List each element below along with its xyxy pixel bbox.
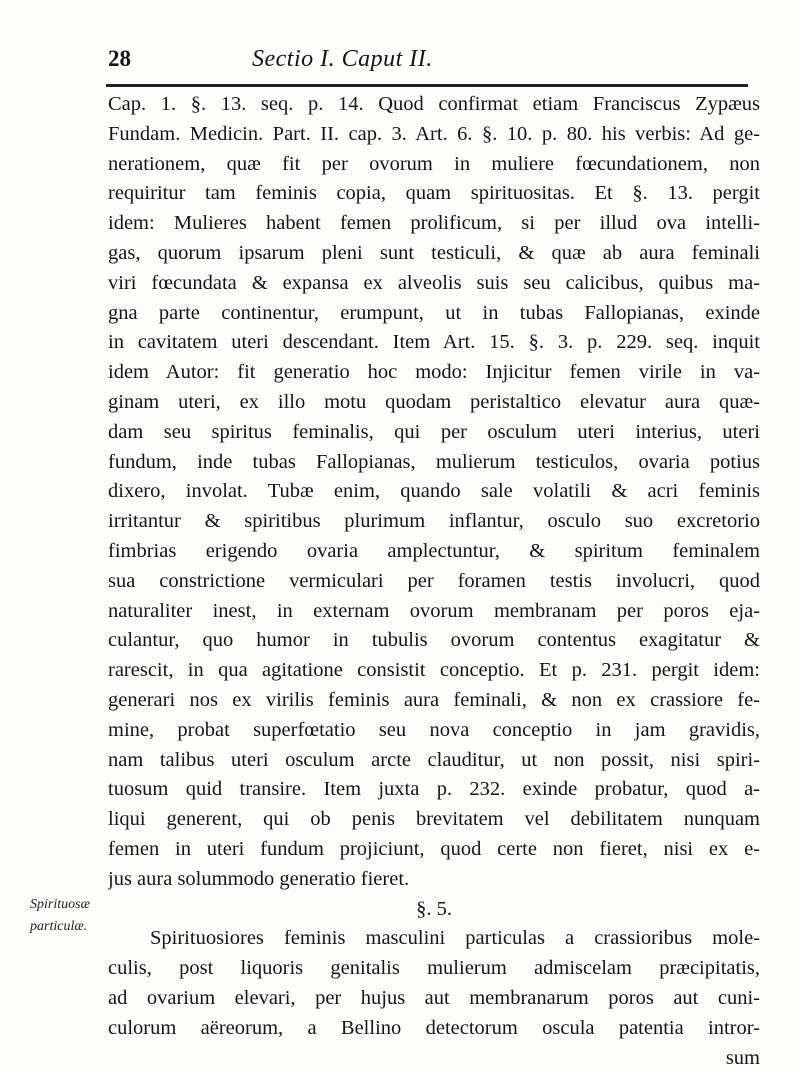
text-line: ginam uteri, ex illo motu quodam peristaltico elevatur aura quæ- [108,388,760,418]
margin-note-line: particulæ. [30,916,116,938]
text-line: nerationem, quæ fit per ovorum in muliere fœcundationem, non [108,150,760,180]
text-line: fimbrias erigendo ovaria amplectuntur, & spiritum feminalem [108,537,760,567]
text-line: femen in uteri fundum projiciunt, quod certe non fieret, nisi ex e- [108,835,760,865]
text-line: in cavitatem uteri descendant. Item Art. 15. §. 3. p. 229. seq. inquit [108,328,760,358]
text-line: jus aura solummodo generatio fieret. [108,865,760,895]
text-line: dam seu spiritus feminalis, qui per osculum uteri interius, uteri [108,418,760,448]
text-line: tuosum quid transire. Item juxta p. 232. exinde probatur, quod a- [108,775,760,805]
page-number: 28 [108,46,131,72]
text-line: idem Autor: fit generatio hoc modo: Injicitur femen virile in va- [108,358,760,388]
header-rule [106,84,748,87]
text-line: gna parte continentur, erumpunt, ut in tubas Fallopianas, exinde [108,299,760,329]
text-line: mine, probat superfœtatio seu nova conceptio in jam gravidis, [108,716,760,746]
text-line: sum [108,1044,760,1073]
text-line: fundum, inde tubas Fallopianas, mulierum testiculos, ovaria potius [108,448,760,478]
text-line: sua constrictione vermiculari per foramen testis involucri, quod [108,567,760,597]
running-title: Sectio I. Caput II. [252,46,433,73]
text-line: rarescit, in qua agitatione consistit conceptio. Et p. 231. pergit idem: [108,656,760,686]
running-head [108,46,748,86]
text-line: viri fœcundata & expansa ex alveolis suis seu calicibus, quibus ma- [108,269,760,299]
margin-note-line: Spirituosæ [30,894,116,916]
section-mark: §. 5. [108,895,760,925]
body-text [108,90,760,1073]
text-line: dixero, involat. Tubæ enim, quando sale volatili & acri feminis [108,477,760,507]
text-line: nam talibus uteri osculum arcte clauditur, ut non possit, nisi spiri- [108,746,760,776]
text-line: liqui generent, qui ob penis brevitatem vel debilitatem nunquam [108,805,760,835]
text-line: requiritur tam feminis copia, quam spirituositas. Et §. 13. pergit [108,179,760,209]
text-line: culantur, quo humor in tubulis ovorum contentus exagitatur & [108,626,760,656]
text-line: generari nos ex virilis feminis aura feminali, & non ex crassiore fe- [108,686,760,716]
margin-note [30,894,116,938]
text-line: Fundam. Medicin. Part. II. cap. 3. Art. 6. §. 10. p. 80. his verbis: Ad ge- [108,120,760,150]
text-line: naturaliter inest, in externam ovorum membranam per poros eja- [108,597,760,627]
text-line: idem: Mulieres habent femen prolificum, si per illud ova intelli- [108,209,760,239]
text-line: gas, quorum ipsarum pleni sunt testiculi, & quæ ab aura feminali [108,239,760,269]
text-line: culis, post liquoris genitalis mulierum admiscelam præcipitatis, [108,954,760,984]
text-line: Cap. 1. §. 13. seq. p. 14. Quod confirmat etiam Franciscus Zypæus [108,90,760,120]
text-line: culorum aëreorum, a Bellino detectorum oscula patentia intror- [108,1014,760,1044]
text-line: irritantur & spiritibus plurimum inflantur, osculo suo excretorio [108,507,760,537]
text-line: Spirituosiores feminis masculini particulas a crassioribus mole- [108,924,760,954]
text-line: ad ovarium elevari, per hujus aut membranarum poros aut cuni- [108,984,760,1014]
